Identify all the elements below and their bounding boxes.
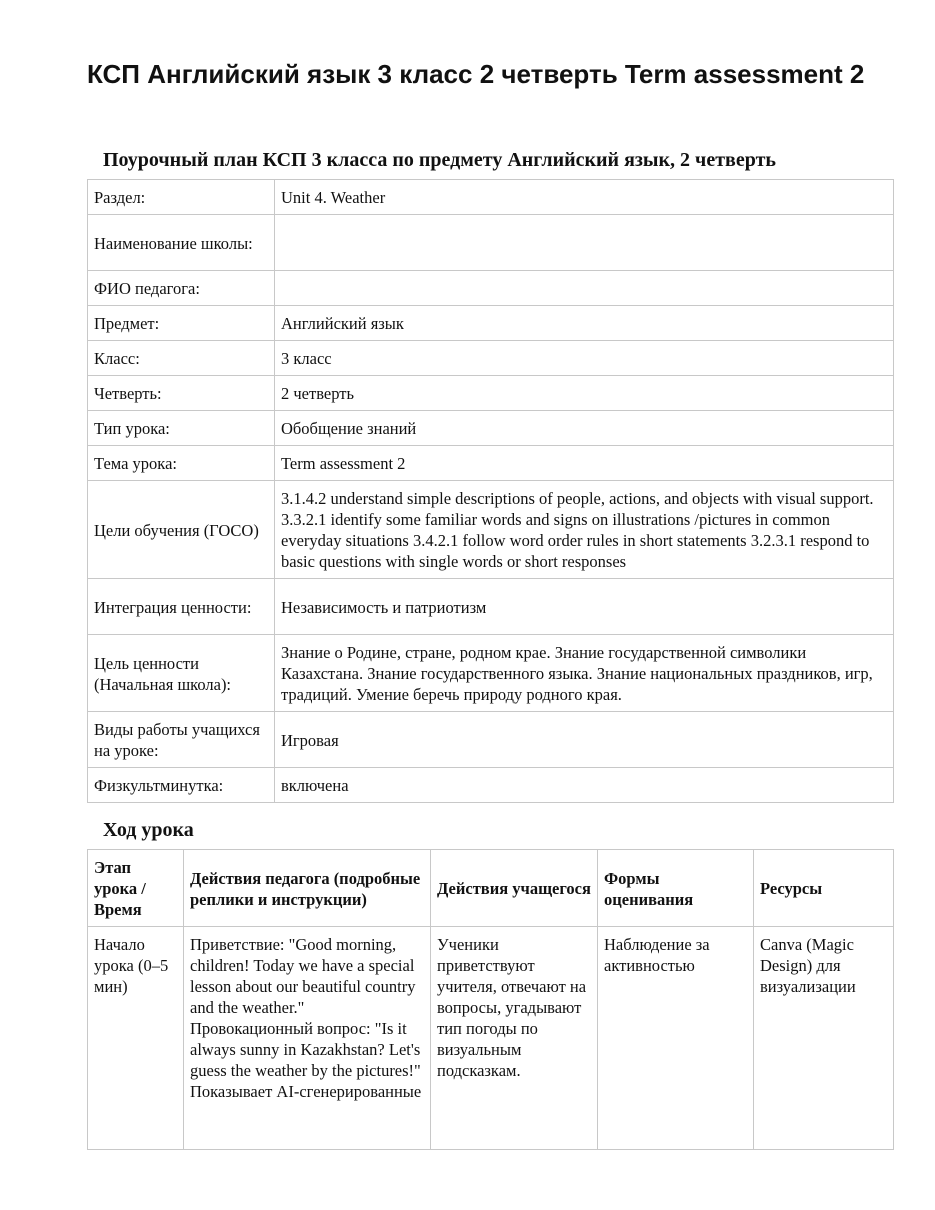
lesson-header-row [88, 850, 894, 927]
info-key: Класс: [88, 341, 275, 376]
lesson-student-cell: Ученики приветствуют учителя, отвечают на вопросы, угадывают тип погоды по визуальным подсказкам. [431, 927, 598, 1150]
info-value: Unit 4. Weather [275, 180, 894, 215]
info-row [88, 579, 894, 635]
info-value: 3.1.4.2 understand simple descriptions of people, actions, and objects with visual support. 3.3.2.1 identify some familiar words and signs on illustrations /pictures in common everyday situations 3.4.2.1 follow word order rules in short statements 3.2.3.1 respond to basic questions with single words or short responses [275, 481, 894, 579]
info-row [88, 341, 894, 376]
lesson-row [88, 927, 894, 1150]
lesson-progress-heading: Ход урока [103, 819, 194, 841]
lesson-teacher-cell: Приветствие: "Good morning, children! Today we have a special lesson about our beautiful country and the weather." Провокационный вопрос: "Is it always sunny in Kazakhstan? Let's guess the weather by the pictures!" Показывает AI-сгенерированные [184, 927, 431, 1150]
info-row [88, 481, 894, 579]
header-resources: Ресурсы [754, 850, 894, 927]
info-key: Раздел: [88, 180, 275, 215]
info-value [275, 215, 894, 271]
info-key: Наименование школы: [88, 215, 275, 271]
info-key: Физкультминутка: [88, 768, 275, 803]
info-row [88, 180, 894, 215]
lesson-info-table [87, 179, 894, 803]
info-key: ФИО педагога: [88, 271, 275, 306]
info-row [88, 712, 894, 768]
info-key: Тип урока: [88, 411, 275, 446]
document-title: КСП Английский язык 3 класс 2 четверть Term assessment 2 [87, 59, 865, 89]
info-row [88, 271, 894, 306]
info-value: Term assessment 2 [275, 446, 894, 481]
info-value: Знание о Родине, стране, родном крае. Знание государственной символики Казахстана. Знание государственного языка. Знание национальных праздников, игр, традиций. Умение беречь природу родного края. [275, 635, 894, 712]
info-row [88, 306, 894, 341]
info-value [275, 271, 894, 306]
lesson-assessment-cell: Наблюдение за активностью [598, 927, 754, 1150]
info-value: Английский язык [275, 306, 894, 341]
info-value: Независимость и патриотизм [275, 579, 894, 635]
header-student-actions: Действия учащегося [431, 850, 598, 927]
plan-heading: Поурочный план КСП 3 класса по предмету Английский язык, 2 четверть [103, 149, 776, 171]
header-teacher-actions: Действия педагога (подробные реплики и инструкции) [184, 850, 431, 927]
info-row [88, 446, 894, 481]
info-key: Виды работы учащихся на уроке: [88, 712, 275, 768]
lesson-stage-cell: Начало урока (0–5 мин) [88, 927, 184, 1150]
info-key: Цель ценности (Начальная школа): [88, 635, 275, 712]
lesson-resources-cell: Canva (Magic Design) для визуализации [754, 927, 894, 1150]
info-row [88, 768, 894, 803]
info-row [88, 635, 894, 712]
info-key: Четверть: [88, 376, 275, 411]
info-row [88, 376, 894, 411]
info-key: Предмет: [88, 306, 275, 341]
info-value: Обобщение знаний [275, 411, 894, 446]
info-row [88, 215, 894, 271]
lesson-progress-table [87, 849, 894, 1150]
info-key: Тема урока: [88, 446, 275, 481]
info-value: 3 класс [275, 341, 894, 376]
info-key: Интеграция ценности: [88, 579, 275, 635]
header-stage-time: Этап урока / Время [88, 850, 184, 927]
info-value: включена [275, 768, 894, 803]
info-value: Игровая [275, 712, 894, 768]
info-key: Цели обучения (ГОСО) [88, 481, 275, 579]
info-row [88, 411, 894, 446]
header-assessment-forms: Формы оценивания [598, 850, 754, 927]
info-value: 2 четверть [275, 376, 894, 411]
